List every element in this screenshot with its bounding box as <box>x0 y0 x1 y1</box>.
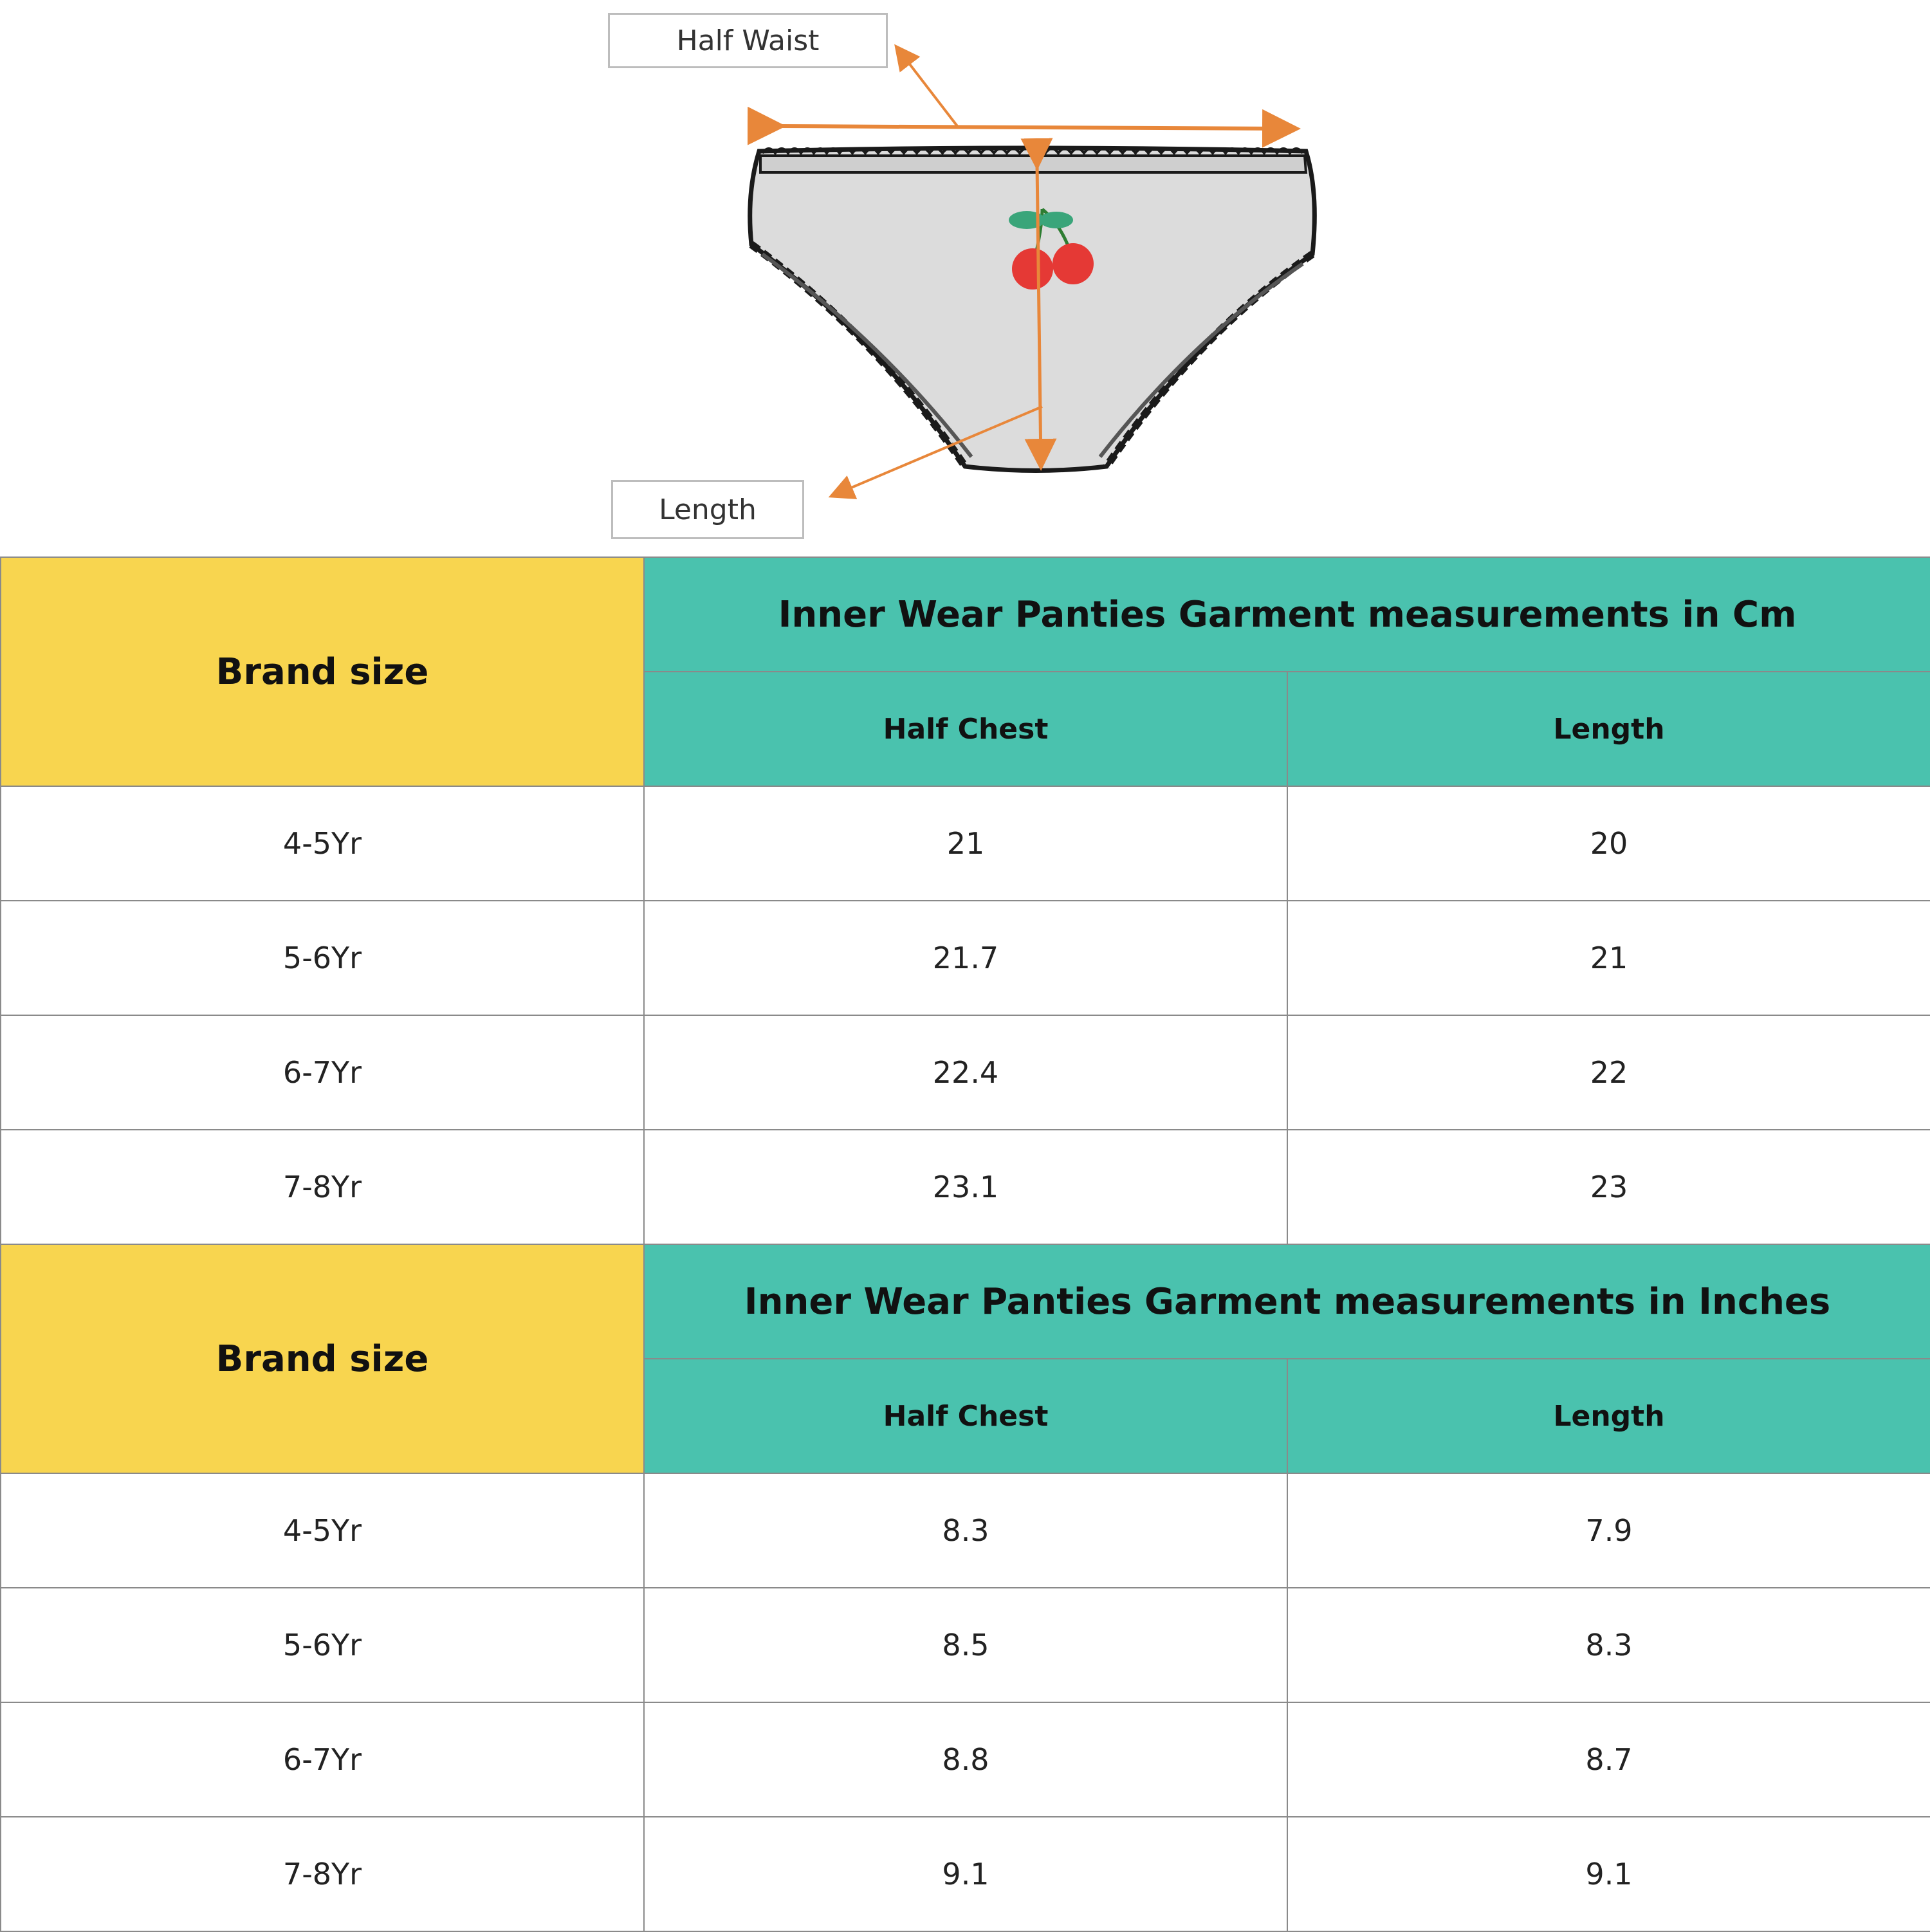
size-cell: 7-8Yr <box>1 1817 644 1931</box>
size-cell: 4-5Yr <box>1 786 644 901</box>
length-cell: 20 <box>1287 786 1930 901</box>
table-title: Inner Wear Panties Garment measurements in Inches <box>644 1244 1930 1359</box>
half-chest-cell: 21.7 <box>644 901 1287 1015</box>
length-cell: 8.7 <box>1287 1702 1930 1817</box>
half-waist-arrow <box>778 126 1293 129</box>
table-row <box>1 1702 1930 1817</box>
half-chest-cell: 8.5 <box>644 1588 1287 1702</box>
table-row <box>1 901 1930 1015</box>
table-row <box>1 1588 1930 1702</box>
table-row <box>1 1473 1930 1588</box>
half-chest-cell: 9.1 <box>644 1817 1287 1931</box>
length-callout: Length <box>611 480 804 539</box>
half-chest-cell: 8.8 <box>644 1702 1287 1817</box>
half-chest-cell: 21 <box>644 786 1287 901</box>
length-cell: 7.9 <box>1287 1473 1930 1588</box>
table-row <box>1 786 1930 901</box>
table-row <box>1 1130 1930 1244</box>
length-cell: 22 <box>1287 1015 1930 1130</box>
brand-size-header: Brand size <box>1 1244 644 1473</box>
size-table-cm <box>0 557 1930 1245</box>
half-waist-pointer <box>897 48 957 126</box>
length-cell: 9.1 <box>1287 1817 1930 1931</box>
column-header-length: Length <box>1287 1359 1930 1473</box>
table-title: Inner Wear Panties Garment measurements in Cm <box>644 557 1930 672</box>
garment-diagram <box>0 0 1930 557</box>
size-cell: 6-7Yr <box>1 1015 644 1130</box>
column-header-half-chest: Half Chest <box>644 672 1287 786</box>
table-row <box>1 1015 1930 1130</box>
size-cell: 7-8Yr <box>1 1130 644 1244</box>
length-cell: 23 <box>1287 1130 1930 1244</box>
size-cell: 5-6Yr <box>1 901 644 1015</box>
half-chest-cell: 8.3 <box>644 1473 1287 1588</box>
length-cell: 21 <box>1287 901 1930 1015</box>
size-cell: 6-7Yr <box>1 1702 644 1817</box>
length-cell: 8.3 <box>1287 1588 1930 1702</box>
half-chest-cell: 23.1 <box>644 1130 1287 1244</box>
column-header-length: Length <box>1287 672 1930 786</box>
size-table-inches <box>0 1244 1930 1932</box>
size-cell: 5-6Yr <box>1 1588 644 1702</box>
column-header-half-chest: Half Chest <box>644 1359 1287 1473</box>
waistband <box>760 156 1306 172</box>
half-waist-callout: Half Waist <box>608 13 888 68</box>
size-cell: 4-5Yr <box>1 1473 644 1588</box>
half-chest-cell: 22.4 <box>644 1015 1287 1130</box>
brand-size-header: Brand size <box>1 557 644 786</box>
table-row <box>1 1817 1930 1931</box>
